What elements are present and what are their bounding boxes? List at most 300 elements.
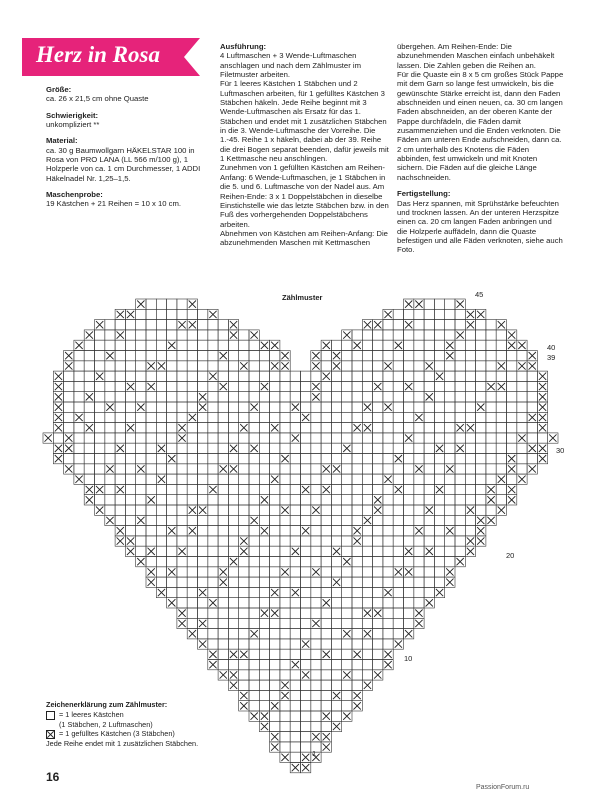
filled-cell-mark — [467, 321, 474, 328]
chart-cell — [198, 557, 208, 567]
chart-cell — [136, 526, 146, 536]
chart-cell — [311, 515, 321, 525]
chart-cell — [342, 690, 352, 700]
chart-cell — [424, 423, 434, 433]
chart-cell — [496, 454, 506, 464]
chart-cell — [239, 526, 249, 536]
chart-cell — [301, 680, 311, 690]
chart-cell — [434, 299, 444, 309]
chart-cell — [146, 351, 156, 361]
chart-cell — [95, 423, 105, 433]
chart-cell — [84, 340, 94, 350]
chart-cell — [290, 557, 300, 567]
chart-cell — [198, 412, 208, 422]
chart-cell — [373, 464, 383, 474]
tassel-paragraph: Für die Quaste ein 8 x 5 cm großes Stück Pappe mit dem Garn so lange fest umwickeln, bis die gewünschte Stärke erreicht ist, dann den Faden abschneiden und einen neuen, ca. 30 cm langen Faden abschneiden, an der oberen Kante der Pappe durchfädeln, die Fäden damit zusammenziehen und die Enden verknoten. Die Fäden am unteren Ende aufschneiden, dann ca. 2 cm unterhalb des Knotens die Fäden abbinden, fest umwickeln und mit Knoten sichern. Die Fäden auf die gleiche Länge nachschneiden. — [397, 70, 564, 182]
chart-cell — [331, 536, 341, 546]
chart-cell — [321, 660, 331, 670]
chart-cell — [445, 495, 455, 505]
chart-cell — [95, 392, 105, 402]
filled-cell-mark — [127, 537, 134, 544]
filled-cell-mark — [498, 476, 505, 483]
filled-cell-mark — [426, 507, 433, 514]
chart-cell — [187, 495, 197, 505]
filled-cell-mark — [415, 610, 422, 617]
chart-cell — [156, 536, 166, 546]
chart-cell — [187, 402, 197, 412]
chart-cell — [177, 330, 187, 340]
chart-cell — [95, 495, 105, 505]
chart-cell — [228, 546, 238, 556]
chart-cell — [445, 423, 455, 433]
chart-cell — [290, 454, 300, 464]
chart-cell — [342, 495, 352, 505]
chart-cell — [156, 546, 166, 556]
row-number-1: 1 — [312, 749, 317, 758]
chart-cell — [373, 649, 383, 659]
filled-cell-mark — [364, 321, 371, 328]
chart-cell — [198, 464, 208, 474]
filled-cell-mark — [467, 548, 474, 555]
filled-cell-mark — [148, 548, 155, 555]
chart-cell — [311, 495, 321, 505]
chart-cell — [280, 526, 290, 536]
chart-cell — [383, 443, 393, 453]
chart-cell — [270, 567, 280, 577]
chart-cell — [414, 587, 424, 597]
chart-cell — [342, 660, 352, 670]
chart-cell — [321, 557, 331, 567]
filled-cell-mark — [168, 455, 175, 462]
chart-cell — [311, 557, 321, 567]
filled-cell-mark — [364, 517, 371, 524]
chart-cell — [239, 567, 249, 577]
chart-cell — [311, 536, 321, 546]
filled-cell-mark — [271, 362, 278, 369]
chart-cell — [156, 577, 166, 587]
chart-cell — [136, 412, 146, 422]
filled-cell-mark — [312, 393, 319, 400]
chart-cell — [74, 361, 84, 371]
chart-cell — [198, 371, 208, 381]
filled-cell-mark — [261, 610, 268, 617]
chart-cell — [198, 443, 208, 453]
chart-cell — [311, 423, 321, 433]
chart-cell — [301, 381, 311, 391]
chart-cell — [115, 495, 125, 505]
chart-cell — [270, 464, 280, 474]
chart-cell — [331, 433, 341, 443]
chart-cell — [321, 536, 331, 546]
chart-cell — [517, 351, 527, 361]
chart-cell — [311, 711, 321, 721]
filled-cell-mark — [271, 610, 278, 617]
chart-cell — [496, 412, 506, 422]
chart-cell — [105, 484, 115, 494]
legend-filled-label: = 1 gefülltes Kästchen (3 Stäbchen) — [59, 729, 175, 739]
chart-cell — [301, 598, 311, 608]
chart-cell — [146, 454, 156, 464]
chart-cell — [218, 587, 228, 597]
chart-cell — [476, 484, 486, 494]
filled-cell-mark — [323, 743, 330, 750]
chart-cell — [527, 402, 537, 412]
chart-cell — [465, 392, 475, 402]
chart-cell — [362, 505, 372, 515]
filled-cell-mark — [220, 568, 227, 575]
filled-cell-mark — [261, 527, 268, 534]
chart-cell — [383, 412, 393, 422]
page-number: 16 — [46, 770, 60, 784]
chart-cell — [208, 546, 218, 556]
chart-cell — [270, 381, 280, 391]
chart-cell — [362, 649, 372, 659]
chart-cell — [383, 464, 393, 474]
chart-cell — [239, 598, 249, 608]
chart-cell — [259, 454, 269, 464]
chart-cell — [259, 680, 269, 690]
chart-cell — [156, 567, 166, 577]
chart-cell — [321, 361, 331, 371]
chart-cell — [105, 433, 115, 443]
filled-cell-mark — [518, 362, 525, 369]
chart-cell — [486, 423, 496, 433]
chart-cell — [373, 361, 383, 371]
filled-cell-mark — [312, 733, 319, 740]
chart-cell — [517, 392, 527, 402]
chart-cell — [146, 309, 156, 319]
chart-cell — [404, 587, 414, 597]
chart-cell — [136, 443, 146, 453]
chart-cell — [496, 340, 506, 350]
chart-cell — [331, 371, 341, 381]
chart-cell — [187, 371, 197, 381]
chart-cell — [424, 402, 434, 412]
chart-cell — [393, 505, 403, 515]
filled-cell-mark — [384, 404, 391, 411]
chart-cell — [146, 464, 156, 474]
chart-cell — [259, 598, 269, 608]
chart-cell — [177, 299, 187, 309]
chart-cell — [476, 495, 486, 505]
chart-cell — [218, 371, 228, 381]
chart-cell — [115, 392, 125, 402]
chart-cell — [393, 495, 403, 505]
chart-cell — [404, 351, 414, 361]
chart-cell — [218, 392, 228, 402]
chart-cell — [228, 495, 238, 505]
filled-cell-mark — [323, 486, 330, 493]
filled-cell-mark — [86, 496, 93, 503]
chart-cell — [455, 505, 465, 515]
chart-cell — [362, 495, 372, 505]
chart-cell — [167, 557, 177, 567]
chart-cell — [445, 299, 455, 309]
size-heading: Größe: — [46, 85, 72, 94]
chart-cell — [239, 515, 249, 525]
chart-cell — [465, 412, 475, 422]
chart-cell — [156, 392, 166, 402]
chart-cell — [167, 351, 177, 361]
chart-cell — [280, 577, 290, 587]
chart-cell — [125, 320, 135, 330]
chart-cell — [311, 690, 321, 700]
filled-cell-mark — [281, 507, 288, 514]
chart-cell — [95, 340, 105, 350]
chart-cell — [239, 381, 249, 391]
chart-cell — [445, 412, 455, 422]
chart-cell — [352, 330, 362, 340]
chart-cell — [156, 484, 166, 494]
chart-cell — [156, 433, 166, 443]
chart-cell — [74, 351, 84, 361]
chart-cell — [311, 629, 321, 639]
chart-cell — [290, 598, 300, 608]
filled-cell-mark — [178, 620, 185, 627]
filled-cell-mark — [415, 620, 422, 627]
chart-cell — [331, 392, 341, 402]
chart-cell — [167, 546, 177, 556]
chart-cell — [517, 381, 527, 391]
chart-cell — [404, 454, 414, 464]
chart-cell — [424, 320, 434, 330]
chart-cell — [434, 423, 444, 433]
chart-cell — [270, 392, 280, 402]
filled-cell-mark — [292, 764, 299, 771]
chart-cell — [198, 381, 208, 391]
chart-cell — [187, 443, 197, 453]
chart-cell — [331, 567, 341, 577]
chart-cell — [445, 505, 455, 515]
filled-cell-mark — [477, 537, 484, 544]
chart-cell — [301, 701, 311, 711]
chart-cell — [249, 639, 259, 649]
chart-cell — [239, 587, 249, 597]
chart-cell — [280, 423, 290, 433]
chart-cell — [208, 351, 218, 361]
chart-cell — [198, 351, 208, 361]
size-text: ca. 26 x 21,5 cm ohne Quaste — [46, 94, 149, 104]
chart-cell — [331, 557, 341, 567]
chart-cell — [362, 660, 372, 670]
chart-cell — [249, 577, 259, 587]
chart-cell — [228, 392, 238, 402]
filled-cell-mark — [240, 692, 247, 699]
chart-cell — [342, 484, 352, 494]
filled-cell-mark — [292, 434, 299, 441]
filled-cell-mark — [117, 486, 124, 493]
chart-cell — [125, 526, 135, 536]
filled-cell-mark — [158, 445, 165, 452]
filled-cell-mark — [96, 507, 103, 514]
chart-cell — [414, 320, 424, 330]
filled-cell-mark — [508, 342, 515, 349]
chart-cell — [373, 618, 383, 628]
filled-cell-mark — [251, 331, 258, 338]
chart-cell — [280, 546, 290, 556]
chart-cell — [404, 577, 414, 587]
chart-cell — [362, 412, 372, 422]
row-number-20: 20 — [506, 551, 515, 560]
row-number-30: 30 — [556, 446, 565, 455]
chart-cell — [373, 454, 383, 464]
chart-cell — [352, 361, 362, 371]
chart-cell — [74, 381, 84, 391]
filled-cell-mark — [302, 754, 309, 761]
chart-cell — [249, 557, 259, 567]
filled-cell-mark — [498, 383, 505, 390]
chart-cell — [331, 608, 341, 618]
chart-cell — [187, 618, 197, 628]
chart-cell — [136, 474, 146, 484]
chart-cell — [290, 608, 300, 618]
chart-cell — [342, 680, 352, 690]
chart-cell — [259, 649, 269, 659]
chart-cell — [84, 361, 94, 371]
chart-cell — [187, 423, 197, 433]
filled-cell-mark — [549, 434, 556, 441]
chart-cell — [445, 309, 455, 319]
chart-cell — [105, 320, 115, 330]
chart-cell — [342, 340, 352, 350]
filled-cell-mark — [230, 465, 237, 472]
chart-cell — [270, 639, 280, 649]
page-title: Herz in Rosa — [36, 42, 160, 67]
chart-cell — [301, 577, 311, 587]
chart-cell — [218, 515, 228, 525]
filled-cell-mark — [518, 476, 525, 483]
chart-cell — [424, 454, 434, 464]
chart-cell — [414, 423, 424, 433]
chart-cell — [352, 371, 362, 381]
chart-cell — [342, 505, 352, 515]
chart-cell — [167, 309, 177, 319]
chart-cell — [280, 649, 290, 659]
chart-cell — [496, 392, 506, 402]
chart-cell — [352, 412, 362, 422]
filled-cell-mark — [86, 486, 93, 493]
chart-cell — [218, 660, 228, 670]
chart-cell — [218, 320, 228, 330]
filled-cell-mark — [374, 610, 381, 617]
chart-cell — [280, 536, 290, 546]
chart-cell — [64, 412, 74, 422]
chart-cell — [259, 474, 269, 484]
chart-cell — [259, 557, 269, 567]
filled-cell-mark — [312, 362, 319, 369]
filled-cell-mark — [230, 558, 237, 565]
chart-cell — [280, 618, 290, 628]
chart-cell — [445, 392, 455, 402]
chart-cell — [455, 484, 465, 494]
chart-cell — [311, 587, 321, 597]
filled-cell-mark — [426, 362, 433, 369]
chart-cell — [434, 567, 444, 577]
chart-cell — [404, 618, 414, 628]
chart-cell — [404, 340, 414, 350]
chart-cell — [177, 515, 187, 525]
chart-cell — [228, 412, 238, 422]
chart-cell — [476, 433, 486, 443]
filled-cell-mark — [508, 486, 515, 493]
chart-cell — [476, 361, 486, 371]
chart-cell — [198, 340, 208, 350]
chart-cell — [208, 454, 218, 464]
chart-cell — [177, 464, 187, 474]
chart-cell — [301, 567, 311, 577]
chart-cell — [198, 330, 208, 340]
chart-cell — [115, 351, 125, 361]
chart-cell — [362, 536, 372, 546]
chart-cell — [404, 484, 414, 494]
chart-cell — [404, 309, 414, 319]
chart-cell — [187, 557, 197, 567]
chart-cell — [445, 454, 455, 464]
chart-cell — [259, 546, 269, 556]
chart-cell — [301, 546, 311, 556]
filled-cell-mark — [178, 424, 185, 431]
chart-cell — [434, 464, 444, 474]
filled-cell-mark — [271, 424, 278, 431]
chart-cell — [290, 711, 300, 721]
chart-cell — [404, 443, 414, 453]
chart-cell — [228, 474, 238, 484]
chart-cell — [156, 505, 166, 515]
filled-cell-mark — [343, 558, 350, 565]
chart-cell — [373, 484, 383, 494]
chart-cell — [74, 371, 84, 381]
chart-cell — [517, 412, 527, 422]
chart-cell — [167, 495, 177, 505]
chart-cell — [228, 505, 238, 515]
filled-cell-mark — [333, 362, 340, 369]
chart-cell — [218, 361, 228, 371]
chart-cell — [424, 464, 434, 474]
chart-cell — [434, 546, 444, 556]
chart-cell — [352, 629, 362, 639]
chart-cell — [290, 484, 300, 494]
chart-cell — [259, 433, 269, 443]
chart-cell — [393, 309, 403, 319]
chart-cell — [434, 320, 444, 330]
chart-cell — [404, 464, 414, 474]
filled-cell-mark — [209, 599, 216, 606]
chart-cell — [228, 423, 238, 433]
filled-cell-mark — [240, 537, 247, 544]
filled-cell-mark — [323, 599, 330, 606]
chart-cell — [115, 505, 125, 515]
filled-cell-mark — [251, 630, 258, 637]
chart-cell — [270, 536, 280, 546]
chart-cell — [373, 412, 383, 422]
chart-cell — [342, 526, 352, 536]
chart-cell — [331, 618, 341, 628]
chart-cell — [321, 381, 331, 391]
chart-cell — [290, 670, 300, 680]
filled-cell-mark — [302, 764, 309, 771]
chart-cell — [290, 639, 300, 649]
chart-cell — [321, 412, 331, 422]
chart-cell — [239, 484, 249, 494]
filled-cell-mark — [55, 445, 62, 452]
chart-cell — [290, 505, 300, 515]
chart-cell — [218, 423, 228, 433]
chart-cell — [228, 361, 238, 371]
filled-cell-mark — [230, 682, 237, 689]
chart-cell — [414, 392, 424, 402]
chart-cell — [198, 598, 208, 608]
chart-cell — [311, 680, 321, 690]
